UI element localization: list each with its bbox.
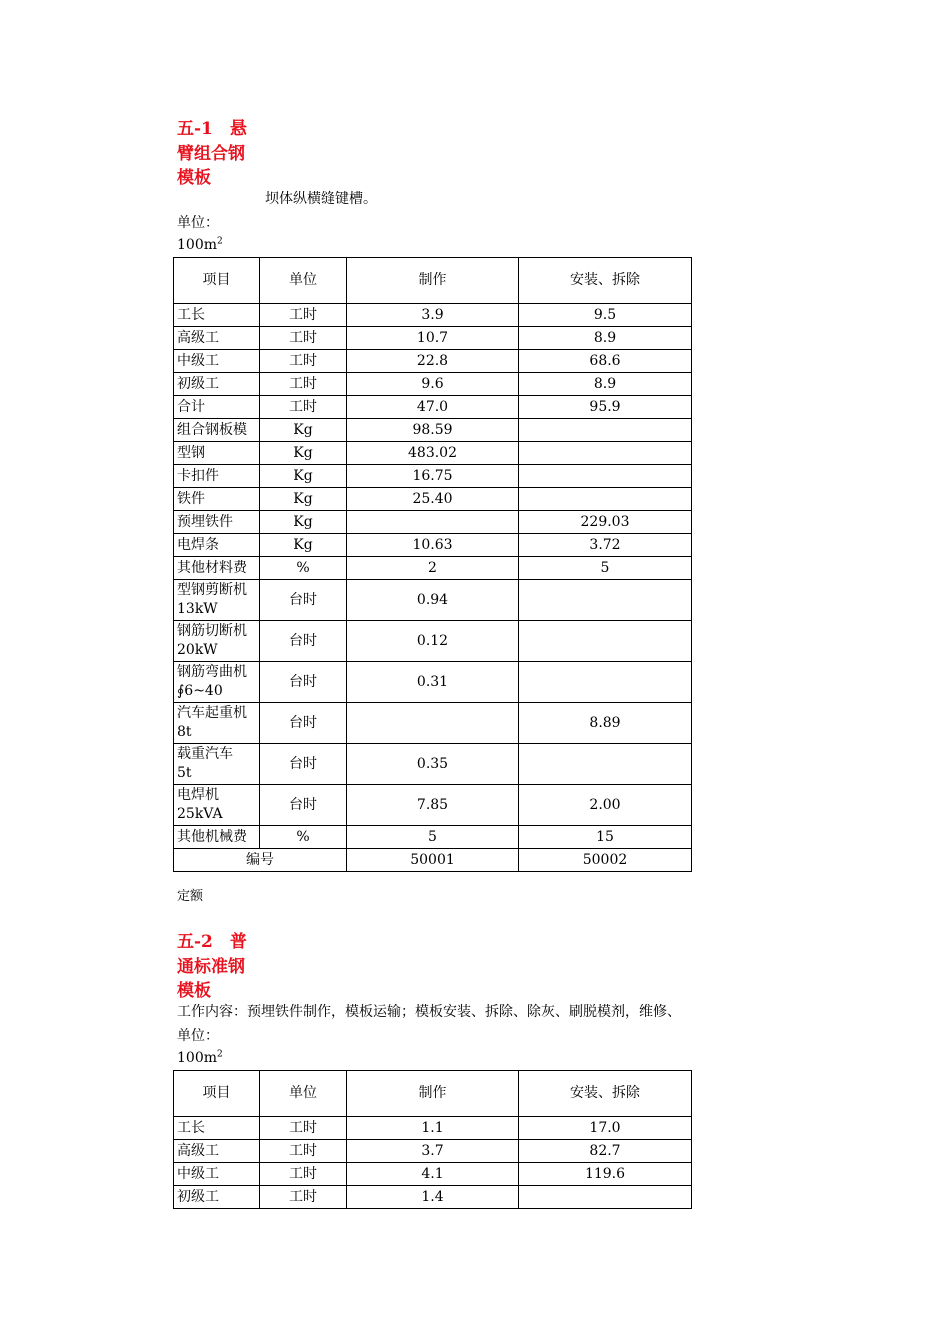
section2-work-content: 工作内容：预埋铁件制作，模板运输；模板安装、拆除、除灰、刷脱模剂，维修、 xyxy=(177,1004,681,1020)
cell-make: 0.31 xyxy=(347,662,519,703)
header-item: 项目 xyxy=(174,1071,260,1117)
cell-make: 1.4 xyxy=(347,1186,519,1209)
cell-item: 其他材料费 xyxy=(174,557,260,580)
cell-install xyxy=(519,580,692,621)
cell-item-line1: 钢筋弯曲机 xyxy=(177,664,247,680)
cell-item-line1: 电焊机 xyxy=(177,787,219,803)
cell-item xyxy=(174,621,260,662)
cell-unit: Kg xyxy=(260,511,347,534)
table-code-row xyxy=(174,849,692,872)
cell-make xyxy=(347,511,519,534)
section2-heading-line: 模板 xyxy=(177,981,211,1001)
cell-item-line2: ∮6~40 xyxy=(177,683,223,699)
cell-item-line1: 型钢剪断机 xyxy=(177,582,247,598)
section2-heading xyxy=(177,930,247,1004)
cell-install xyxy=(519,442,692,465)
cell-make: 483.02 xyxy=(347,442,519,465)
table-row xyxy=(174,442,692,465)
section2-heading-line: 五-2 普 xyxy=(177,932,247,952)
cell-install xyxy=(519,419,692,442)
cell-item: 中级工 xyxy=(174,1163,260,1186)
table-row xyxy=(174,511,692,534)
header-item: 项目 xyxy=(174,258,260,304)
table-row xyxy=(174,557,692,580)
section1-heading-line: 五-1 悬 xyxy=(177,119,247,139)
table-row-machine xyxy=(174,621,692,662)
cell-make: 3.7 xyxy=(347,1140,519,1163)
cell-unit: 台时 xyxy=(260,703,347,744)
section1-heading xyxy=(177,117,247,191)
table-row xyxy=(174,488,692,511)
cell-item: 卡扣件 xyxy=(174,465,260,488)
cell-install: 5 xyxy=(519,557,692,580)
table-row xyxy=(174,465,692,488)
cell-item-line1: 钢筋切断机 xyxy=(177,623,247,639)
cell-unit: Kg xyxy=(260,419,347,442)
cell-unit: 工时 xyxy=(260,1140,347,1163)
cell-unit: 台时 xyxy=(260,662,347,703)
cell-item: 合计 xyxy=(174,396,260,419)
cell-item: 其他机械费 xyxy=(174,826,260,849)
cell-install: 3.72 xyxy=(519,534,692,557)
section1-heading-line: 模板 xyxy=(177,168,211,188)
cell-item: 高级工 xyxy=(174,1140,260,1163)
cell-make: 22.8 xyxy=(347,350,519,373)
cell-item: 预埋铁件 xyxy=(174,511,260,534)
cell-item-line2: 25kVA xyxy=(177,806,223,822)
cell-unit: 台时 xyxy=(260,621,347,662)
cell-install: 229.03 xyxy=(519,511,692,534)
cell-item xyxy=(174,703,260,744)
table-header-row xyxy=(174,258,692,304)
section2-unit-label: 单位： xyxy=(177,1028,219,1044)
cell-make: 0.94 xyxy=(347,580,519,621)
cell-item xyxy=(174,662,260,703)
section1-unit-label: 单位： xyxy=(177,215,219,231)
section2-quota-table xyxy=(173,1070,692,1209)
cell-unit: 工时 xyxy=(260,1186,347,1209)
cell-install xyxy=(519,1186,692,1209)
cell-unit: 工时 xyxy=(260,396,347,419)
cell-make: 3.9 xyxy=(347,304,519,327)
cell-unit: 工时 xyxy=(260,304,347,327)
cell-make: 25.40 xyxy=(347,488,519,511)
table-row xyxy=(174,1163,692,1186)
cell-unit: 工时 xyxy=(260,327,347,350)
cell-item: 电焊条 xyxy=(174,534,260,557)
cell-item-line2: 5t xyxy=(177,765,192,781)
cell-install xyxy=(519,621,692,662)
table-row-machine xyxy=(174,580,692,621)
header-install: 安装、拆除 xyxy=(519,1071,692,1117)
section1-work-content: 坝体纵横缝键槽。 xyxy=(265,191,377,207)
cell-item: 型钢 xyxy=(174,442,260,465)
cell-make: 5 xyxy=(347,826,519,849)
table-row-machine xyxy=(174,662,692,703)
cell-item: 工长 xyxy=(174,304,260,327)
table-row xyxy=(174,534,692,557)
cell-item-line1: 载重汽车 xyxy=(177,746,233,762)
cell-unit: 工时 xyxy=(260,1117,347,1140)
table-row xyxy=(174,327,692,350)
cell-make: 0.35 xyxy=(347,744,519,785)
cell-make: 10.63 xyxy=(347,534,519,557)
unit-text: 100m xyxy=(177,237,217,253)
cell-install: 8.89 xyxy=(519,703,692,744)
section1-unit-value xyxy=(177,236,223,254)
cell-install xyxy=(519,488,692,511)
cell-install: 9.5 xyxy=(519,304,692,327)
table-row xyxy=(174,1186,692,1209)
header-unit: 单位 xyxy=(260,258,347,304)
cell-install: 8.9 xyxy=(519,373,692,396)
cell-item: 高级工 xyxy=(174,327,260,350)
cell-item-line1: 汽车起重机 xyxy=(177,705,247,721)
cell-item xyxy=(174,744,260,785)
table-row-machine xyxy=(174,744,692,785)
section1-quota-table xyxy=(173,257,692,872)
cell-item: 工长 xyxy=(174,1117,260,1140)
cell-install: 8.9 xyxy=(519,327,692,350)
cell-unit: Kg xyxy=(260,465,347,488)
cell-install: 82.7 xyxy=(519,1140,692,1163)
cell-item-line2: 13kW xyxy=(177,601,218,617)
cell-unit: 工时 xyxy=(260,1163,347,1186)
table-row xyxy=(174,373,692,396)
cell-install: 15 xyxy=(519,826,692,849)
cell-item: 初级工 xyxy=(174,373,260,396)
table-row xyxy=(174,1117,692,1140)
cell-make: 98.59 xyxy=(347,419,519,442)
header-make: 制作 xyxy=(347,1071,519,1117)
unit-sup: 2 xyxy=(217,1049,223,1060)
cell-make: 1.1 xyxy=(347,1117,519,1140)
cell-install: 119.6 xyxy=(519,1163,692,1186)
cell-item: 铁件 xyxy=(174,488,260,511)
section2-heading-line: 通标准钢 xyxy=(177,956,245,977)
cell-unit: 工时 xyxy=(260,350,347,373)
cell-unit: Kg xyxy=(260,488,347,511)
header-install: 安装、拆除 xyxy=(519,258,692,304)
cell-code-make: 50001 xyxy=(347,849,519,872)
cell-make: 9.6 xyxy=(347,373,519,396)
cell-install: 17.0 xyxy=(519,1117,692,1140)
cell-install xyxy=(519,744,692,785)
section1-heading-line: 臂组合钢 xyxy=(177,143,245,164)
cell-unit: 工时 xyxy=(260,373,347,396)
cell-make xyxy=(347,703,519,744)
cell-make: 7.85 xyxy=(347,785,519,826)
section2-unit-value xyxy=(177,1049,223,1067)
cell-install: 68.6 xyxy=(519,350,692,373)
header-unit: 单位 xyxy=(260,1071,347,1117)
cell-unit: Kg xyxy=(260,442,347,465)
table-row xyxy=(174,826,692,849)
cell-install xyxy=(519,465,692,488)
cell-item: 中级工 xyxy=(174,350,260,373)
header-make: 制作 xyxy=(347,258,519,304)
table-row xyxy=(174,396,692,419)
section1-footnote: 定额 xyxy=(177,889,204,904)
cell-make: 47.0 xyxy=(347,396,519,419)
unit-text: 100m xyxy=(177,1050,217,1066)
unit-sup: 2 xyxy=(217,236,223,247)
table-row xyxy=(174,350,692,373)
cell-code-install: 50002 xyxy=(519,849,692,872)
table-row xyxy=(174,304,692,327)
cell-unit: % xyxy=(260,826,347,849)
cell-unit: Kg xyxy=(260,534,347,557)
table-row xyxy=(174,419,692,442)
cell-install: 2.00 xyxy=(519,785,692,826)
table-row-machine xyxy=(174,785,692,826)
cell-item: 初级工 xyxy=(174,1186,260,1209)
cell-install xyxy=(519,662,692,703)
cell-unit: 台时 xyxy=(260,580,347,621)
cell-make: 10.7 xyxy=(347,327,519,350)
cell-unit: 台时 xyxy=(260,744,347,785)
cell-code-label: 编号 xyxy=(174,849,347,872)
table-row-machine xyxy=(174,703,692,744)
table-row xyxy=(174,1140,692,1163)
cell-item: 组合钢板模 xyxy=(174,419,260,442)
cell-make: 0.12 xyxy=(347,621,519,662)
cell-unit: 台时 xyxy=(260,785,347,826)
cell-install: 95.9 xyxy=(519,396,692,419)
cell-unit: % xyxy=(260,557,347,580)
cell-make: 4.1 xyxy=(347,1163,519,1186)
cell-item xyxy=(174,785,260,826)
cell-make: 2 xyxy=(347,557,519,580)
cell-make: 16.75 xyxy=(347,465,519,488)
table-header-row xyxy=(174,1071,692,1117)
cell-item-line2: 8t xyxy=(177,724,192,740)
cell-item xyxy=(174,580,260,621)
cell-item-line2: 20kW xyxy=(177,642,218,658)
